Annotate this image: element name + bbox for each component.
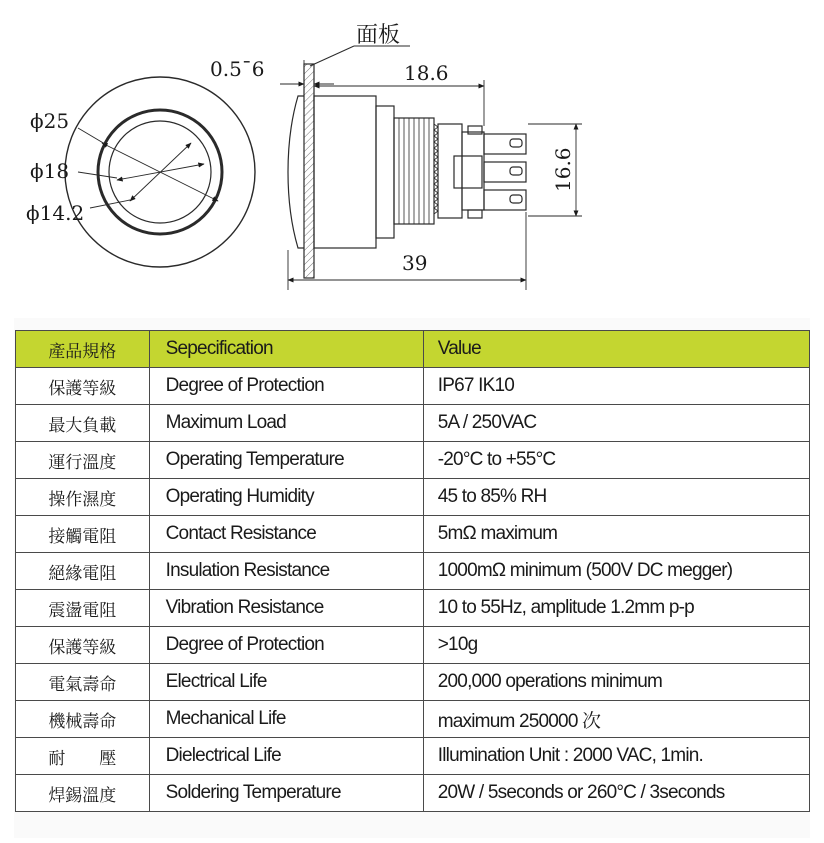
mid-diameter-label: ϕ18: [30, 159, 70, 183]
row-label-zh: 保護等級: [16, 368, 150, 405]
table-row: [16, 701, 810, 738]
total-length-label: 39: [402, 251, 428, 275]
row-value: 45 to 85% RH: [423, 479, 809, 516]
center-block: [454, 156, 482, 188]
row-label-en: Vibration Resistance: [149, 590, 423, 627]
row-value: -20°C to +55°C: [423, 442, 809, 479]
panel-thickness-label: 0.5¯6: [210, 57, 265, 81]
specification-table: [15, 330, 810, 812]
side-view: [288, 64, 526, 278]
row-value: 200,000 operations minimum: [423, 664, 809, 701]
terminal-tab-top: [468, 126, 482, 134]
table-row: [16, 775, 810, 812]
row-value: >10g: [423, 627, 809, 664]
front-depth-label: 18.6: [404, 61, 449, 85]
inner-diameter-label: ϕ14.2: [26, 201, 85, 225]
table-header-row: [16, 331, 810, 368]
switch-body: [314, 96, 376, 248]
row-label-zh: 接觸電阻: [16, 516, 150, 553]
table-row: [16, 590, 810, 627]
terminal-top: [484, 134, 526, 154]
panel-leader: [310, 46, 410, 66]
terminal-hole-mid: [510, 167, 522, 175]
terminal-bottom: [484, 190, 526, 210]
diameter-line-3: [117, 164, 204, 180]
table-row: [16, 516, 810, 553]
table-row: [16, 664, 810, 701]
panel-label: 面板: [356, 23, 401, 48]
header-spec: Sepecification: [149, 331, 423, 368]
row-label-zh: 震盪電阻: [16, 590, 150, 627]
row-label-en: Maximum Load: [149, 405, 423, 442]
contact-block: [462, 132, 484, 210]
row-value: 1000mΩ minimum (500V DC megger): [423, 553, 809, 590]
table-row: [16, 627, 810, 664]
table-row: [16, 368, 810, 405]
leader-25: [78, 128, 105, 144]
row-label-en: Mechanical Life: [149, 701, 423, 738]
row-label-en: Electrical Life: [149, 664, 423, 701]
row-label-en: Dielectrical Life: [149, 738, 423, 775]
row-label-en: Insulation Resistance: [149, 553, 423, 590]
table-row: [16, 442, 810, 479]
terminal-mid: [484, 162, 526, 182]
row-value: Illumination Unit : 2000 VAC, 1min.: [423, 738, 809, 775]
table-row: [16, 405, 810, 442]
row-value: maximum 250000 次: [423, 701, 809, 738]
row-label-zh: 最大負載: [16, 405, 150, 442]
nut-ribs: [399, 118, 429, 224]
rear-housing: [438, 124, 462, 218]
row-label-zh: 操作濕度: [16, 479, 150, 516]
terminal-hole-bottom: [510, 195, 522, 203]
spec-table-frame: [14, 318, 810, 838]
table-row: [16, 479, 810, 516]
row-label-en: Degree of Protection: [149, 627, 423, 664]
outer-diameter-label: ϕ25: [30, 109, 70, 133]
row-label-zh: 機械壽命: [16, 701, 150, 738]
header-value: Value: [423, 331, 809, 368]
row-label-en: Operating Temperature: [149, 442, 423, 479]
collar: [376, 106, 394, 238]
dimension-drawing: [10, 0, 612, 316]
panel-section: [304, 64, 314, 278]
row-label-en: Contact Resistance: [149, 516, 423, 553]
row-label-zh: 焊錫溫度: [16, 775, 150, 812]
table-row: [16, 553, 810, 590]
row-value: 5mΩ maximum: [423, 516, 809, 553]
terminal-tab-bottom: [468, 210, 482, 218]
row-label-en: Degree of Protection: [149, 368, 423, 405]
row-label-zh: 運行溫度: [16, 442, 150, 479]
row-label-zh: 電氣壽命: [16, 664, 150, 701]
terminal-hole-top: [510, 139, 522, 147]
row-label-zh: 保護等級: [16, 627, 150, 664]
specification-table-body: [16, 331, 810, 812]
button-head: [288, 96, 304, 248]
row-value: 5A / 250VAC: [423, 405, 809, 442]
technical-drawing: [10, 0, 612, 316]
row-label-en: Operating Humidity: [149, 479, 423, 516]
front-view: [65, 77, 255, 267]
row-value: 20W / 5seconds or 260°C / 3seconds: [423, 775, 809, 812]
row-label-en: Soldering Temperature: [149, 775, 423, 812]
row-value: 10 to 55Hz, amplitude 1.2mm p-p: [423, 590, 809, 627]
thread: [434, 124, 438, 214]
row-label-zh: 耐 壓: [16, 738, 150, 775]
terminal-height-label: 16.6: [551, 147, 575, 192]
row-label-zh: 絕緣電阻: [16, 553, 150, 590]
table-row: [16, 738, 810, 775]
header-zh: 產品規格: [16, 331, 150, 368]
row-value: IP67 IK10: [423, 368, 809, 405]
